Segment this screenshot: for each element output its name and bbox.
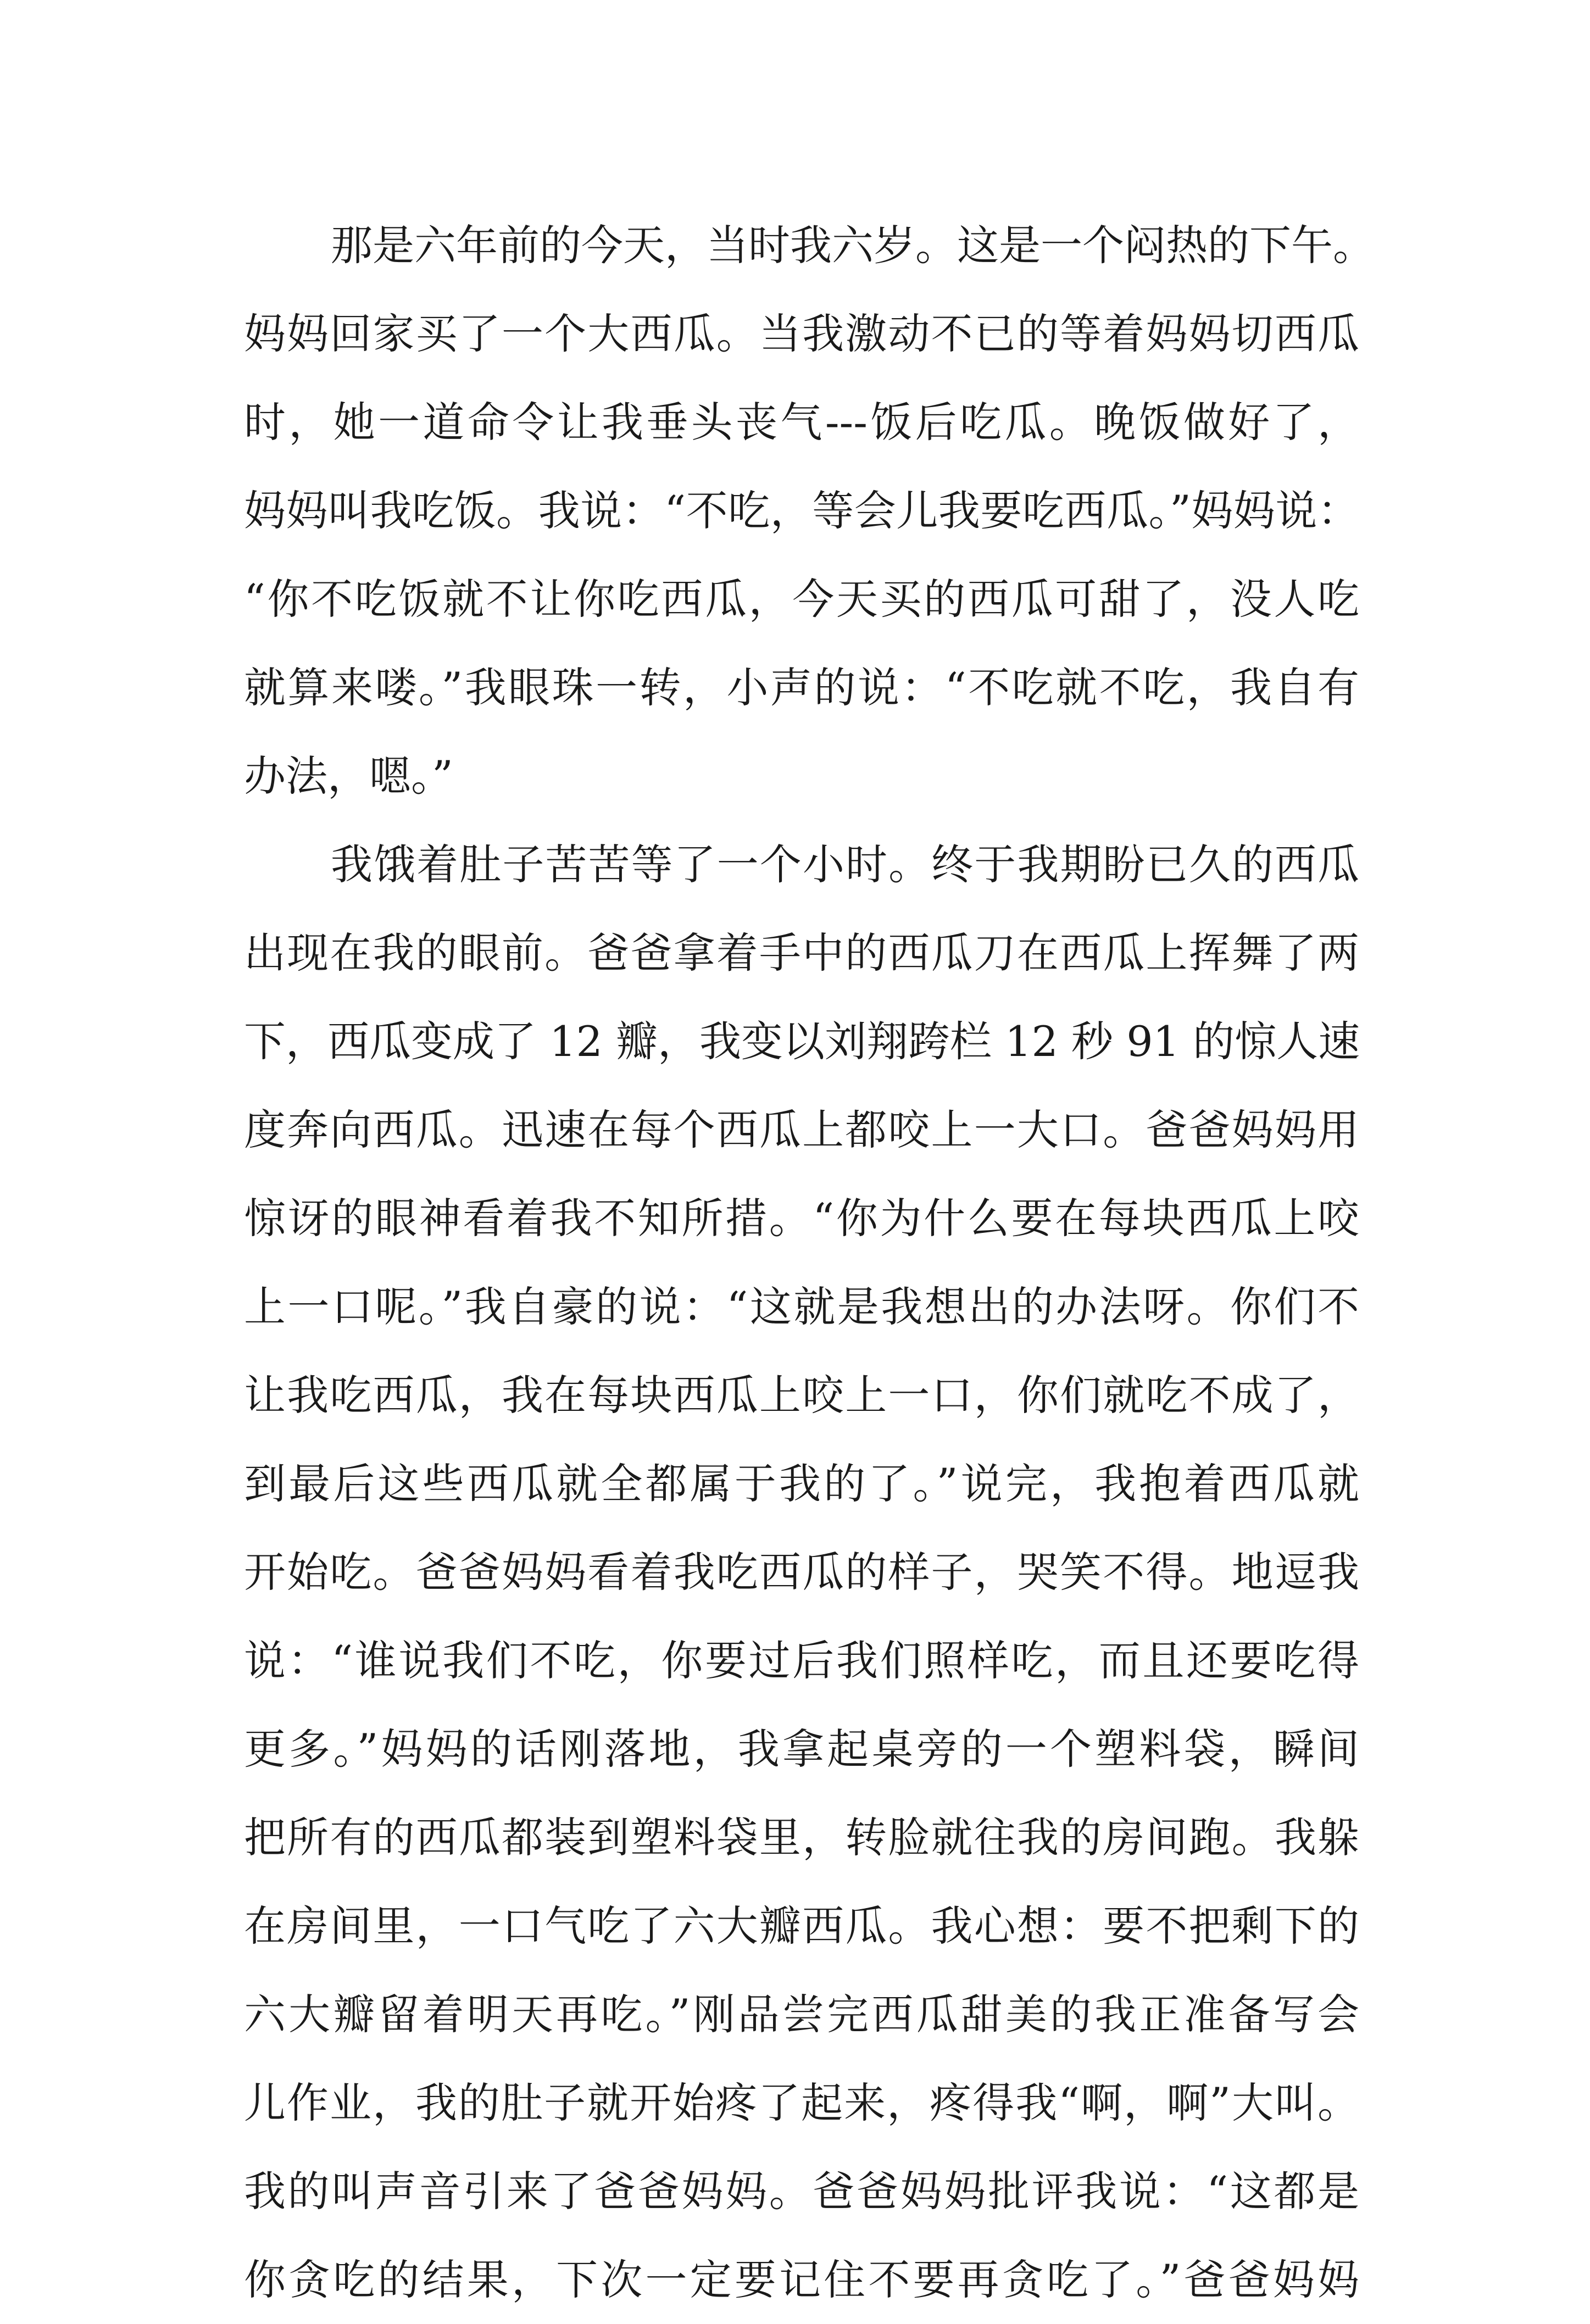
text-line: 我饿着肚子苦苦等了一个小时。终于我期盼已久的西瓜: [331, 840, 1359, 889]
text-line: 你贪吃的结果，下次一定要记住不要再贪吃了。”爸爸妈妈: [244, 2255, 1359, 2304]
text-line: 度奔向西瓜。迅速在每个西瓜上都咬上一大口。爸爸妈妈用: [244, 1105, 1359, 1154]
text-line: 时，她一道命令让我垂头丧气---饭后吃瓜。晚饭做好了，: [244, 398, 1359, 447]
text-line: 儿作业，我的肚子就开始疼了起来，疼得我“啊，啊”大叫。: [244, 2078, 1359, 2127]
text-line: 我的叫声音引来了爸爸妈妈。爸爸妈妈批评我说：“这都是: [244, 2167, 1359, 2216]
text-line: 办法，嗯。”: [244, 752, 453, 800]
text-line: 到最后这些西瓜就全都属于我的了。”说完，我抱着西瓜就: [244, 1459, 1359, 1508]
text-line: 在房间里，一口气吃了六大瓣西瓜。我心想：要不把剩下的: [244, 1902, 1359, 1950]
text-line: 说：“谁说我们不吃，你要过后我们照样吃，而且还要吃得: [244, 1636, 1359, 1685]
text-line: 就算来喽。”我眼珠一转，小声的说：“不吃就不吃，我自有: [244, 663, 1359, 712]
text-line: 那是六年前的今天，当时我六岁。这是一个闷热的下午。: [331, 221, 1375, 270]
text-line: 六大瓣留着明天再吃。”刚品尝完西瓜甜美的我正准备写会: [244, 1990, 1359, 2039]
text-line: 开始吃。爸爸妈妈看着我吃西瓜的样子，哭笑不得。地逗我: [244, 1548, 1359, 1597]
text-line: 出现在我的眼前。爸爸拿着手中的西瓜刀在西瓜上挥舞了两: [244, 929, 1359, 977]
text-line: 下，西瓜变成了 12 瓣，我变以刘翔跨栏 12 秒 91 的惊人速: [244, 1017, 1360, 1066]
text-line: 上一口呢。”我自豪的说：“这就是我想出的办法呀。你们不: [244, 1282, 1359, 1331]
text-line: 让我吃西瓜，我在每块西瓜上咬上一口，你们就吃不成了，: [244, 1371, 1359, 1420]
body-text: [244, 201, 1375, 2324]
text-line: 妈妈回家买了一个大西瓜。当我激动不已的等着妈妈切西瓜: [244, 309, 1359, 358]
text-line: 更多。”妈妈的话刚落地，我拿起桌旁的一个塑料袋，瞬间: [244, 1725, 1359, 1773]
text-line: 妈妈叫我吃饭。我说：“不吃，等会儿我要吃西瓜。”妈妈说：: [244, 486, 1359, 535]
text-line: 把所有的西瓜都装到塑料袋里，转脸就往我的房间跑。我躲: [244, 1813, 1359, 1862]
text-line: 惊讶的眼神看着我不知所措。“你为什么要在每块西瓜上咬: [244, 1194, 1359, 1243]
text-line: “你不吃饭就不让你吃西瓜，今天买的西瓜可甜了，没人吃: [244, 575, 1359, 624]
